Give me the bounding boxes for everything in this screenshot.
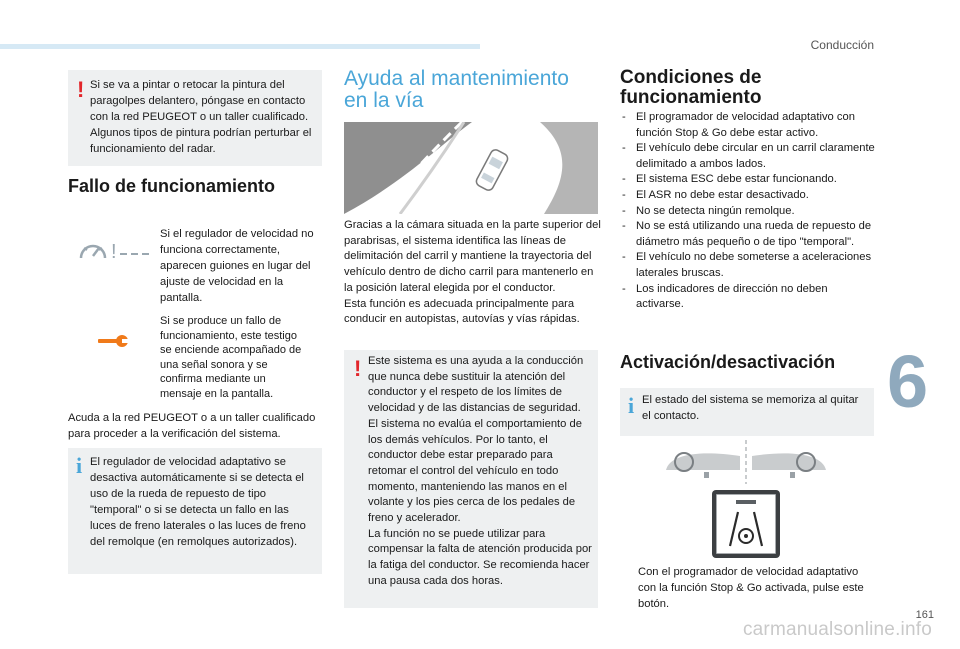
step-text: Con el programador de velocidad adaptativo con la función Stop & Go activada, pulse este botón. (638, 566, 864, 610)
condition-item: - El vehículo debe circular en un carril claramente delimitado a ambos lados. (620, 141, 878, 172)
warning-text: Este sistema es una ayuda a la conducción que nunca debe sustituir la atención del conductor y el respeto de los límites de velocidad y de las distancias de seguridad. El sistema no evalúa el comportamiento de los demás vehículos. Por lo tanto, el conductor debe estar preparado para retomar el control del vehículo en todo momento, manteniendo las manos en el volante y los pies cerca de los pedales de freno y acelerador. La función no se puede utilizar para compensar la falta de atención producida por la fatiga del conductor. Se recomienda hacer una pausa cada dos horas. (368, 355, 592, 587)
condition-item: - Los indicadores de dirección no deben activarse. (620, 282, 878, 313)
page-number: 161 (915, 609, 934, 621)
fault-text-warning-light: Si se produce un fallo de funcionamiento, este testigo se enciende acompañado de una señal sonora y se confirma mediante un mensaje en la pantalla. (160, 315, 302, 400)
lane-keeping-button[interactable] (712, 490, 780, 558)
activation-title: Activación/desactivación (620, 352, 836, 372)
condition-item: - El ASR no debe estar desactivado. (620, 188, 878, 204)
step-instruction (620, 564, 872, 612)
info-box-memory (620, 388, 874, 436)
warning-box-attention (344, 350, 598, 608)
lane-keeping-icon (716, 494, 776, 554)
section-name: Conducción (810, 38, 874, 52)
condition-item: - El vehículo no debe someterse a aceleraciones laterales bruscas. (620, 250, 878, 281)
conditions-list (620, 110, 878, 313)
fault-text-dealer: Acuda a la red PEUGEOT o a un taller cualificado para proceder a la verificación del sistema. (68, 412, 316, 440)
condition-item: - El programador de velocidad adaptativo con función Stop & Go debe estar activo. (620, 110, 878, 141)
warning-box-paint (68, 70, 322, 166)
info-text: El estado del sistema se memoriza al quitar el contacto. (642, 394, 859, 422)
lane-keeping-title: Ayuda al mantenimiento en la vía (344, 67, 569, 112)
condition-item: - No se está utilizando una rueda de repuesto de diámetro más pequeño o de tipo "temporal". (620, 219, 878, 250)
conditions-title: Condiciones de funcionamiento (620, 67, 762, 108)
speedometer-dashes-icon (78, 234, 154, 264)
fault-title: Fallo de funcionamiento (68, 176, 276, 196)
condition-item: - No se detecta ningún remolque. (620, 204, 878, 220)
warning-icon: ! (77, 77, 85, 102)
header-bar (0, 44, 480, 49)
chapter-number: 6 (887, 340, 929, 423)
info-box-spare-wheel (68, 448, 322, 574)
lane-keeping-illustration (344, 122, 598, 214)
steering-wheel-buttons-illustration (660, 440, 832, 484)
watermark: carmanualsonline.info (742, 619, 932, 640)
info-text: El regulador de velocidad adaptativo se desactiva automáticamente si se detecta el uso de la rueda de repuesto de tipo "temporal" o si se detecta un fallo en las luces de freno laterales o las luces de freno del remolque (en remolques autorizados). (90, 456, 306, 548)
fault-text-display: Si el regulador de velocidad no funciona correctamente, aparecen guiones en lugar del ajuste de velocidad en la pantalla. (160, 228, 314, 304)
info-icon: i (628, 393, 635, 418)
info-icon: i (76, 453, 83, 478)
condition-item: - El sistema ESC debe estar funcionando. (620, 172, 878, 188)
wrench-warning-icon (96, 330, 130, 350)
warning-text: Si se va a pintar o retocar la pintura del paragolpes delantero, póngase en contacto con la red PEUGEOT o un taller cualificado. Algunos tipos de pintura podrían perturbar el funcionamiento del radar. (90, 79, 312, 155)
warning-icon: ! (354, 356, 362, 381)
svg-text:!: ! (111, 241, 117, 263)
lane-keeping-body: Gracias a la cámara situada en la parte superior del parabrisas, el sistema identifica las líneas de delimitación del carril y mantiene la trayectoria del vehículo dentro de dicho carril para mantenerlo en la posición lateral elegida por el conductor. Esta función es adecuada principalmente para conducir en autopistas, autovías y vías rápidas. (344, 219, 601, 326)
